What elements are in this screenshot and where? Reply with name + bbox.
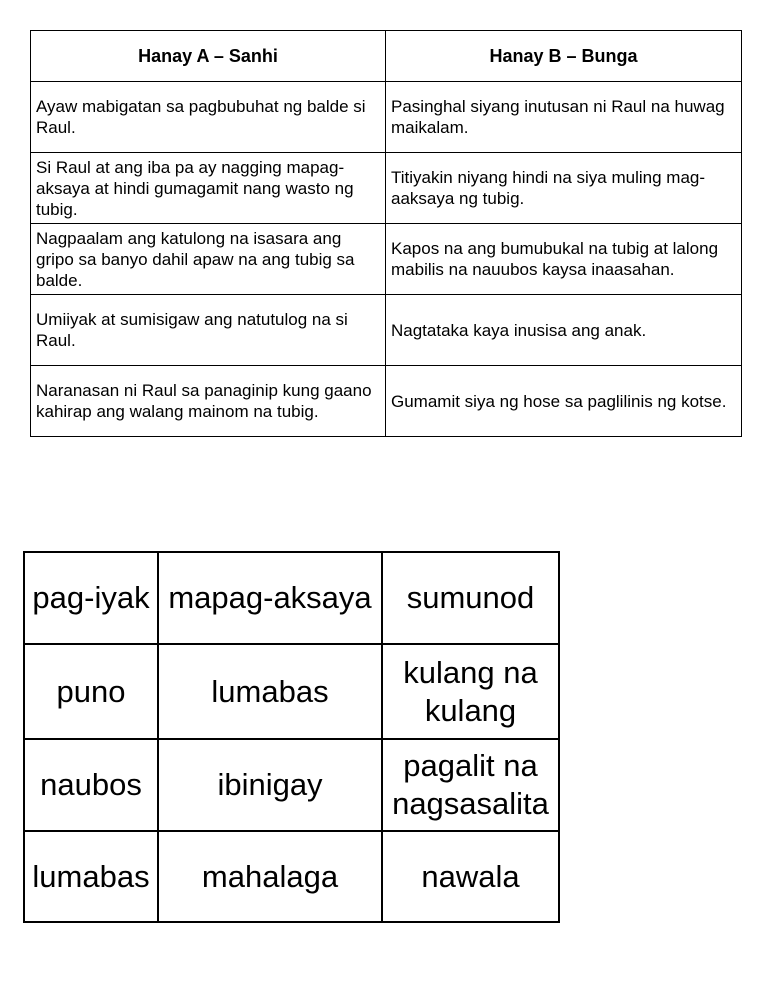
word-cell: lumabas [24,831,158,922]
word-cell: lumabas [158,644,382,739]
word-grid-row [24,831,559,922]
table-row [31,224,742,295]
effect-cell: Kapos na ang bumubukal na tubig at lalong mabilis na nauubos kaysa inaasahan. [386,224,742,295]
word-cell: mapag-aksaya [158,552,382,644]
cause-cell: Ayaw mabigatan sa pagbubuhat ng balde si Raul. [31,82,386,153]
word-grid-row [24,739,559,831]
word-cell: nawala [382,831,559,922]
table-row [31,153,742,224]
table-row [31,295,742,366]
table-row [31,82,742,153]
word-cell: pag-iyak [24,552,158,644]
word-grid-row [24,644,559,739]
word-cell: ibinigay [158,739,382,831]
word-cell: sumunod [382,552,559,644]
word-cell: kulang na kulang [382,644,559,739]
cause-cell: Nagpaalam ang katulong na isasara ang gripo sa banyo dahil apaw na ang tubig sa balde. [31,224,386,295]
effect-cell: Nagtataka kaya inusisa ang anak. [386,295,742,366]
word-cell: mahalaga [158,831,382,922]
header-hanay-b: Hanay B – Bunga [386,31,742,82]
word-grid-row [24,552,559,644]
cause-cell: Si Raul at ang iba pa ay nagging mapag-aksaya at hindi gumagamit nang wasto ng tubig. [31,153,386,224]
cause-cell: Naranasan ni Raul sa panaginip kung gaano kahirap ang walang mainom na tubig. [31,366,386,437]
word-cell: pagalit na nagsasalita [382,739,559,831]
word-cell: puno [24,644,158,739]
word-cell: naubos [24,739,158,831]
word-grid [23,551,560,923]
effect-cell: Gumamit siya ng hose sa paglilinis ng kotse. [386,366,742,437]
table-header-row [31,31,742,82]
effect-cell: Pasinghal siyang inutusan ni Raul na huwag maikalam. [386,82,742,153]
table-row [31,366,742,437]
effect-cell: Titiyakin niyang hindi na siya muling mag-aaksaya ng tubig. [386,153,742,224]
cause-cell: Umiiyak at sumisigaw ang natutulog na si Raul. [31,295,386,366]
header-hanay-a: Hanay A – Sanhi [31,31,386,82]
cause-effect-table [30,30,742,437]
